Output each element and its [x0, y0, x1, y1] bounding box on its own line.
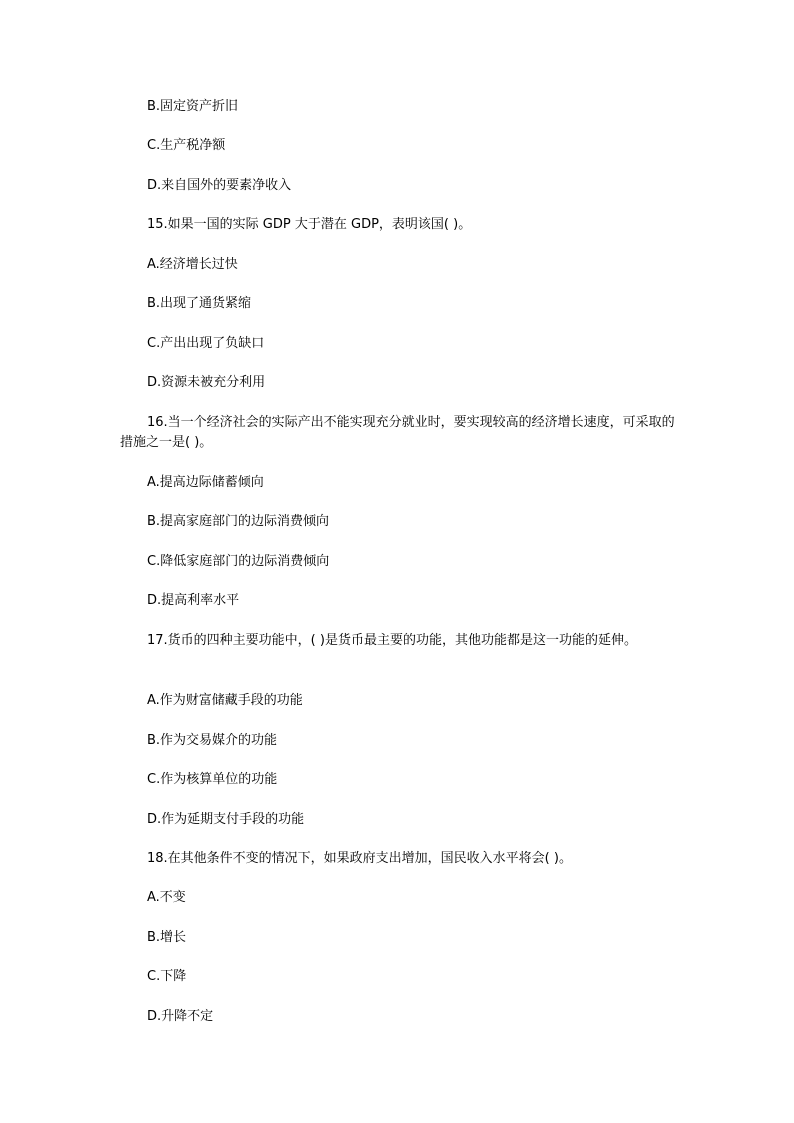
option-18-c: C.下降	[147, 969, 187, 984]
question-15: 15.如果一国的实际 GDP 大于潜在 GDP，表明该国( )。	[147, 217, 472, 232]
option-16-d: D.提高利率水平	[147, 593, 240, 608]
option-15-a: A.经济增长过快	[147, 257, 238, 272]
option-14-d: D.来自国外的要素净收入	[147, 178, 292, 193]
option-16-a: A.提高边际储蓄倾向	[147, 475, 264, 490]
option-17-b: B.作为交易媒介的功能	[147, 733, 278, 748]
option-16-c: C.降低家庭部门的边际消费倾向	[147, 554, 330, 569]
option-16-b: B.提高家庭部门的边际消费倾向	[147, 514, 330, 529]
option-17-d: D.作为延期支付手段的功能	[147, 812, 305, 827]
option-18-a: A.不变	[147, 890, 186, 905]
option-17-c: C.作为核算单位的功能	[147, 772, 278, 787]
option-15-c: C.产出出现了负缺口	[147, 336, 265, 351]
option-15-b: B.出现了通货紧缩	[147, 296, 252, 311]
option-18-b: B.增长	[147, 930, 187, 945]
question-17: 17.货币的四种主要功能中，( )是货币最主要的功能，其他功能都是这一功能的延伸。	[147, 633, 637, 648]
option-14-c: C.生产税净额	[147, 138, 226, 153]
question-16: 16.当一个经济社会的实际产出不能实现充分就业时，要实现较高的经济增长速度，可采取的措施之一是( )。	[120, 415, 675, 450]
question-18: 18.在其他条件不变的情况下，如果政府支出增加，国民收入水平将会( )。	[147, 851, 572, 866]
option-15-d: D.资源未被充分利用	[147, 375, 266, 390]
option-17-a: A.作为财富储藏手段的功能	[147, 693, 303, 708]
option-18-d: D.升降不定	[147, 1009, 214, 1024]
option-14-b: B.固定资产折旧	[147, 99, 239, 114]
